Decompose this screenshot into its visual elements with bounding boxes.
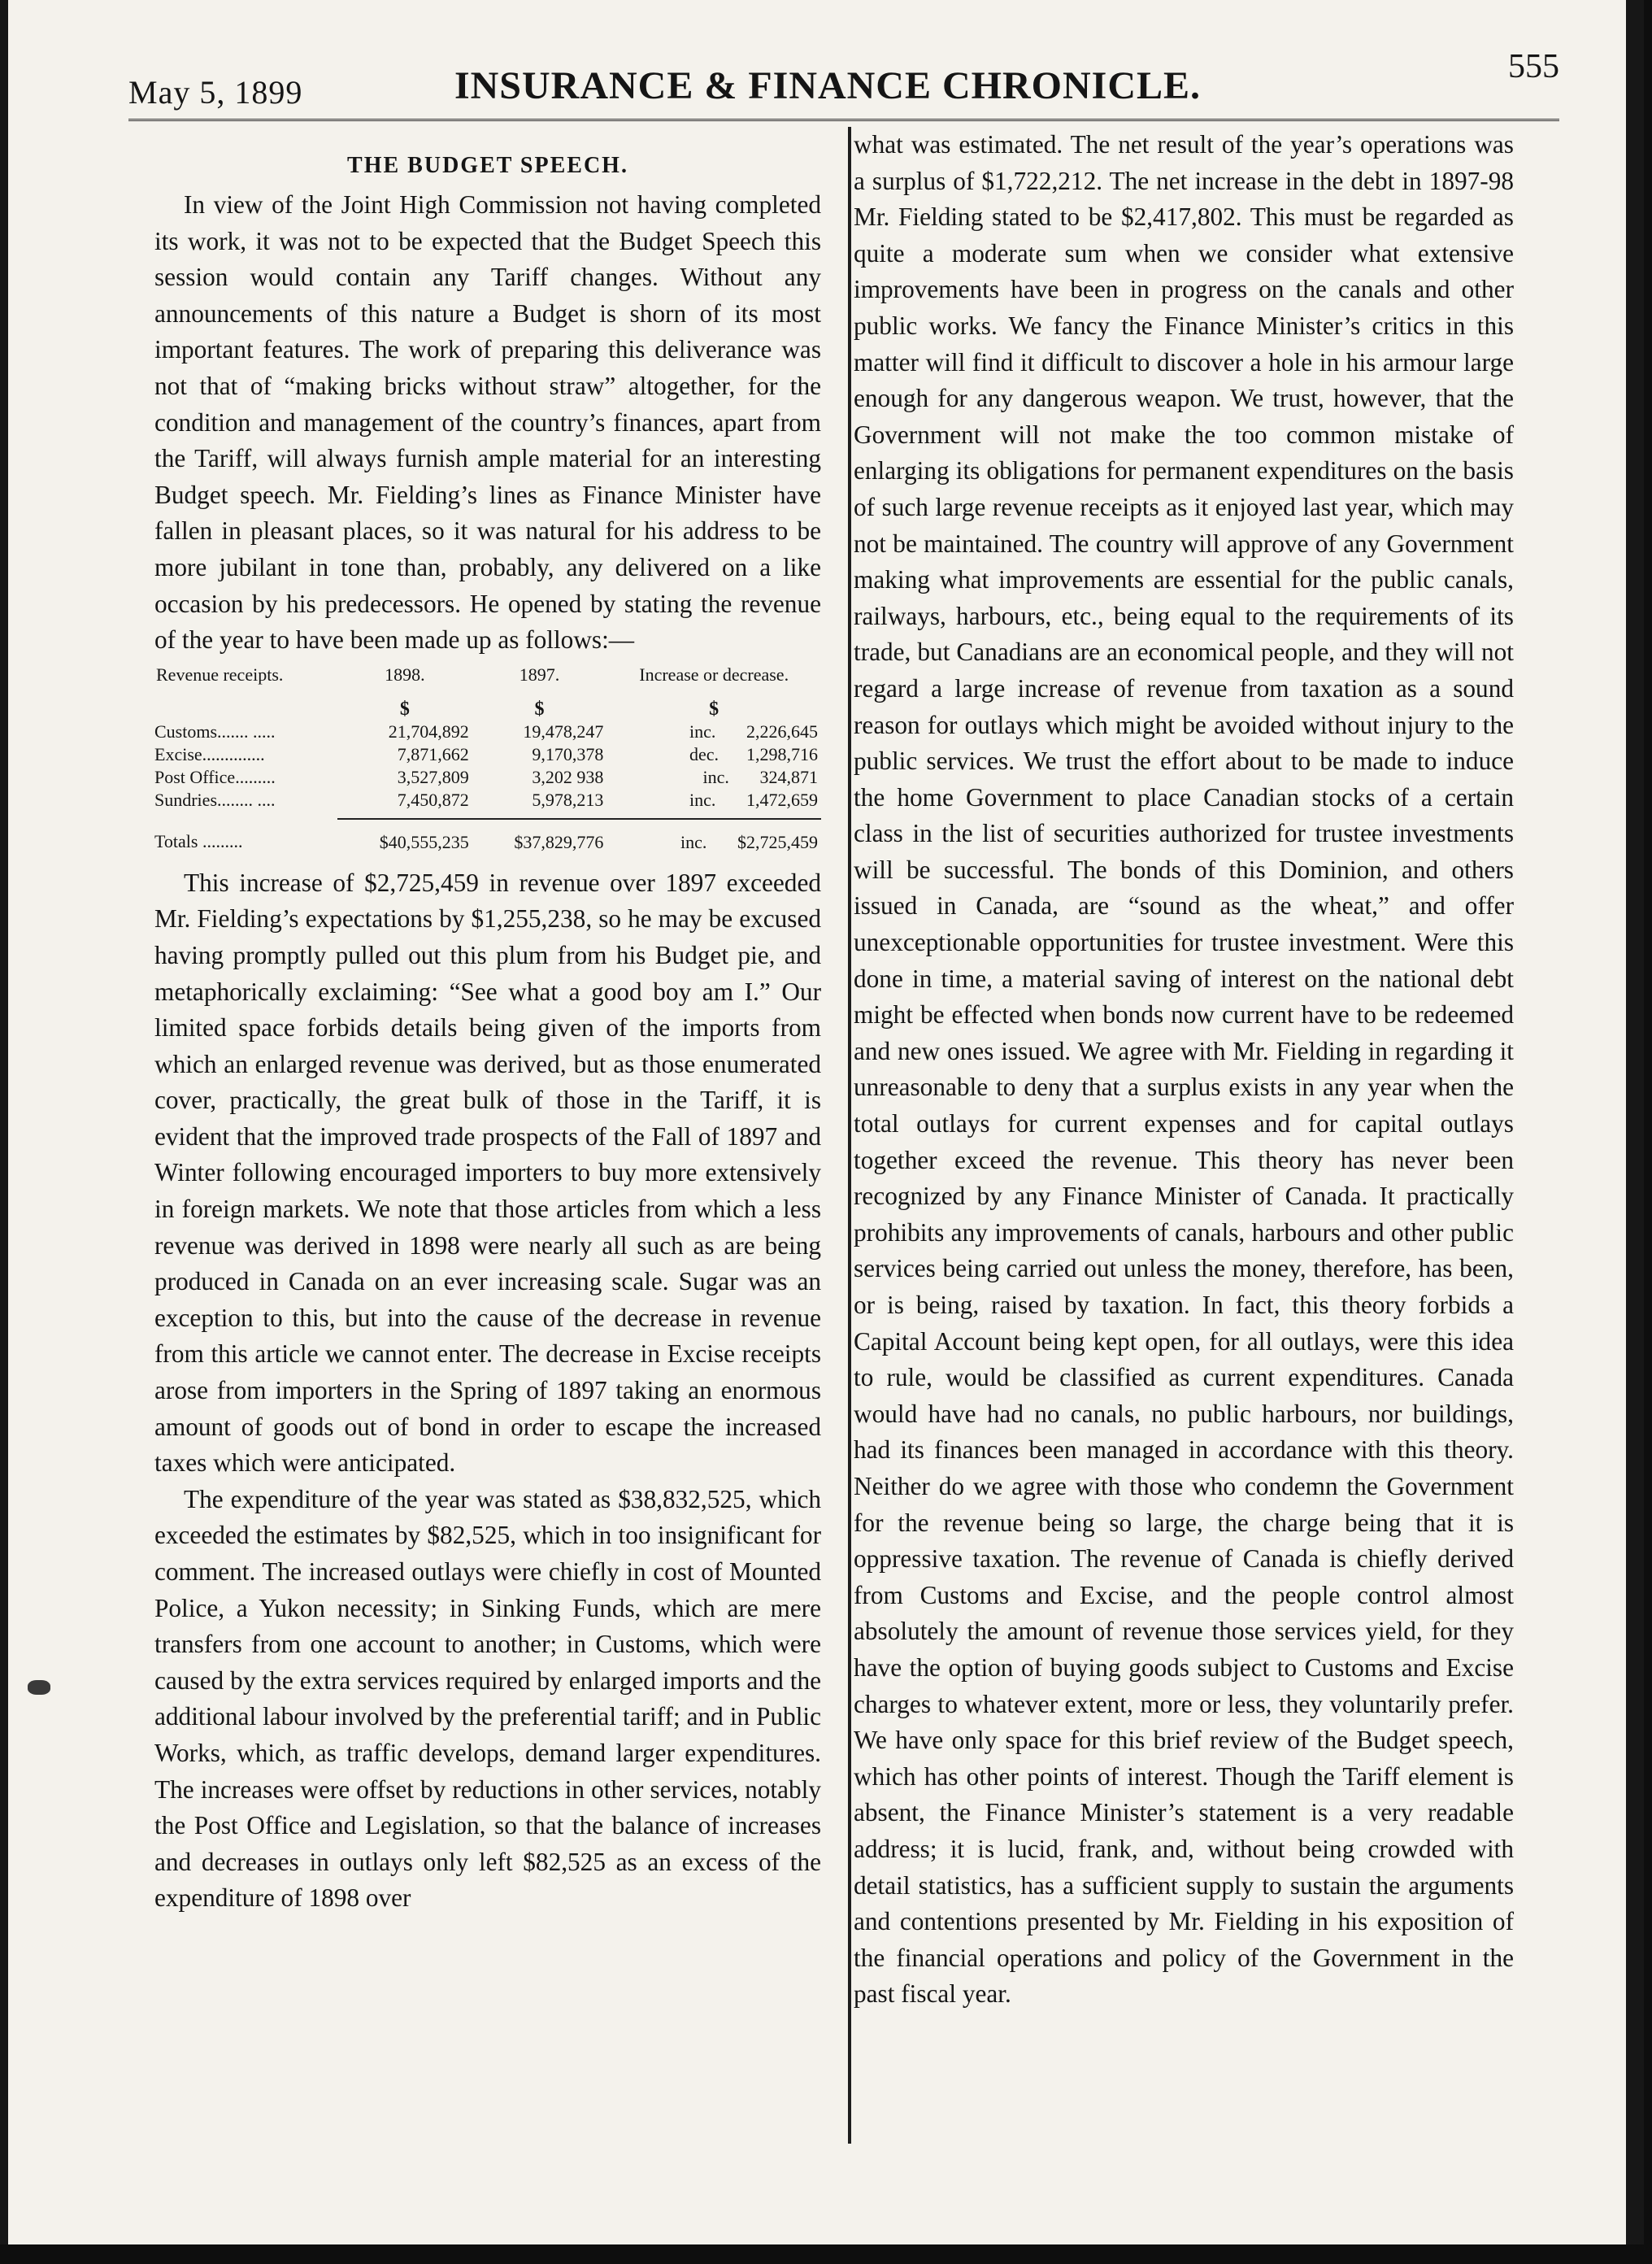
paragraph-expenditure: The expenditure of the year was stated as $38,832,525, which exceeded the estimates by $82,525, which in too insignificant for comment. The increased outlays were chiefly in cost of Mounted Police, a Yukon necessity; in Sinking Funds, which are mere transfers from one account to another; in Customs, which were caused by the extra services required by enlarged imports and the additional labour involved by the preferential tariff; and in Public Works, which, as traffic develops, demand larger expenditures. The increases were offset by reductions in other services, notably the Post Office and Legislation, so that the balance of increases and decreases in outlays only left $82,525 as an excess of the expenditure of 1898 over [154, 1484, 821, 1913]
margin-ink-mark [28, 1680, 50, 1695]
totals-1898: $40,555,235 [379, 831, 469, 852]
units-1897: $ [534, 698, 545, 720]
row-label: Post Office......... [154, 766, 276, 787]
row-change: 324,871 [759, 766, 818, 787]
row-1897: 5,978,213 [532, 789, 604, 810]
totals-change: $2,725,459 [737, 831, 818, 852]
header-1898: 1898. [385, 664, 425, 685]
row-change-cell [606, 721, 821, 743]
article-title: THE BUDGET SPEECH. [347, 153, 628, 178]
paragraph-continued: what was estimated. The net result of the year’s operations was a surplus of $1,722,212. The net increase in the debt in 1897-98 Mr. Fielding stated to be $2,417,802. This must be regarded as quite a moderate sum when we consider what extensive improvements have been in progress on the canals and other public works. We fancy the Finance Minister’s critics in this matter will find it difficult to discover a hole in his armour large enough for any dangerous weapon. We trust, however, that the Government will not make the too common mistake of enlarging its obligations for permanent expenditures on the basis of such large revenue receipts as it enjoyed last year, which may not be maintained. The country will approve of any Government making what improvements are essential for the public canals, railways, harbours, etc., being equal to the requirements of its trade, but Canadians are an economical people, and they will not regard a large increase of revenue from taxation as a sound reason for outlays which might be avoided without injury to the public services. We trust the effort about to be made to induce the home Government to place Canadian stocks of a certain class in the list of securities authorized for trustee investments will be successful. The bonds of this Dominion, and others issued in Canada, are “sound as the wheat,” and offer unexceptionable opportunities for trustee investment. Were this done in time, a material saving of interest on the national debt might be effected when bonds now current have to be redeemed and new ones issued. We agree with Mr. Fielding in regarding it unreasonable to deny that a surplus exists in any year when the total outlays for current expenses and for capital outlays together exceed the revenue. This theory has never been recognized by any Finance Minister of Canada. It practically prohibits any improvements of canals, harbours and other public services being carried out unless the money, therefore, has been, or is being, raised by taxation. In fact, this theory forbids a Capital Account being kept open, for all outlays, were this idea to rule, would be classified as current expenditures. Canada would have had no canals, no public harbours, nor buildings, had its finances been managed in accordance with this theory. Neither do we agree with those who condemn the Government for the revenue being so large, the charge being that it is oppressive taxation. The revenue of Canada is chiefly derived from Customs and Excise, and the people control almost absolutely the amount of revenue those services yield, for they have the option of buying goods subject to Customs and Excise charges to whatever extent, more or less, they voluntarily prefer. We have only space for this brief review of the Budget speech, which has other points of interest. Though the Tariff element is absent, the Finance Minister’s statement is a very readable address; it is lucid, frank, and, without being crowded with detail statistics, has a sufficient supply to sustain the arguments and contentions presented by Mr. Fielding in his exposition of the financial operations and policy of the Government in the past fiscal year. [854, 130, 1514, 2009]
row-direction: inc. [689, 721, 716, 742]
page-number: 555 [1508, 48, 1559, 85]
issue-date: May 5, 1899 [128, 74, 303, 111]
header-increase-decrease: Increase or decrease. [639, 664, 789, 685]
units-1898: $ [399, 698, 410, 720]
row-label: Customs....... ..... [154, 721, 276, 742]
totals-direction: inc. [680, 831, 707, 852]
left-column [154, 127, 821, 1917]
row-1898: 21,704,892 [388, 721, 469, 742]
header-revenue-receipts: Revenue receipts. [156, 664, 284, 685]
totals-row [154, 819, 821, 854]
row-direction: inc. [689, 789, 716, 810]
totals-1897: $37,829,776 [514, 831, 604, 852]
row-change: 1,298,716 [746, 743, 818, 764]
units-change: $ [709, 698, 719, 720]
newspaper-page [8, 0, 1626, 2244]
row-change: 1,472,659 [746, 789, 818, 810]
row-change: 2,226,645 [746, 721, 818, 742]
row-1898: 3,527,809 [397, 766, 469, 787]
row-change-cell [606, 743, 821, 766]
header-1897: 1897. [519, 664, 560, 685]
revenue-table [154, 664, 821, 854]
totals-rule [154, 812, 821, 819]
paragraph-revenue-increase: This increase of $2,725,459 in revenue over 1897 exceeded Mr. Fielding’s expectations by $1,255,238, so he may be excused having promptly pulled out this plum from his Budget pie, and metaphorically exclaiming: “See what a good boy am I.” Our limited space forbids details being given of the imports from which an enlarged revenue was derived, but as those enumerated cover, practically, the great bulk of those in the Tariff, it is evident that the improved trade prospects of the Fall of 1897 and Winter following encouraged importers to buy more extensively in foreign markets. We note that those articles from which a less revenue was derived in 1898 were nearly all such as are being produced in Canada on an ever increasing scale. Sugar was an exception to this, but into the cause of the decrease in revenue from this article we cannot enter. The decrease in Excise receipts arose from importers in the Spring of 1897 taking an enormous amount of goods out of bond in order to escape the increased taxes which were anticipated. [154, 868, 821, 1478]
table-row [154, 721, 821, 743]
row-change-cell [606, 766, 821, 789]
table-row [154, 766, 821, 789]
row-label: Sundries........ .... [154, 789, 276, 810]
table-row [154, 743, 821, 766]
right-column [854, 127, 1514, 2013]
table-row [154, 789, 821, 812]
row-change-cell [606, 789, 821, 812]
page-header [128, 47, 1559, 120]
row-1897: 9,170,378 [532, 743, 604, 764]
scan-edge-bottom [0, 2244, 1652, 2264]
row-1897: 3,202 938 [532, 766, 604, 787]
row-1898: 7,450,872 [397, 789, 469, 810]
totals-label: Totals ......... [154, 831, 243, 852]
column-divider [848, 127, 851, 2144]
units-blank [154, 686, 337, 721]
publication-title: INSURANCE & FINANCE CHRONICLE. [454, 64, 1202, 107]
row-label: Excise.............. [154, 743, 265, 764]
row-1897: 19,478,247 [523, 721, 604, 742]
scan-edge-right [1644, 0, 1652, 2264]
row-direction: dec. [689, 743, 719, 764]
row-direction: inc. [702, 766, 729, 787]
paragraph-intro: In view of the Joint High Commission not having completed its work, it was not to be expected that the Budget Speech this session would contain any Tariff changes. Without any announcements of this nature a Budget is shorn of its most important features. The work of preparing this deliverance was not that of “making bricks without straw” altogether, for the condition and management of the country’s finances, apart from the Tariff, will always furnish ample material for an interesting Budget speech. Mr. Fielding’s lines as Finance Minister have fallen in pleasant places, so it was natural for his address to be more jubilant in tone than, probably, any delivered on a like occasion by his predecessors. He opened by stating the revenue of the year to have been made up as follows:— [154, 190, 821, 655]
row-1898: 7,871,662 [397, 743, 469, 764]
totals-change-cell [606, 819, 821, 854]
header-rule [128, 119, 1559, 121]
